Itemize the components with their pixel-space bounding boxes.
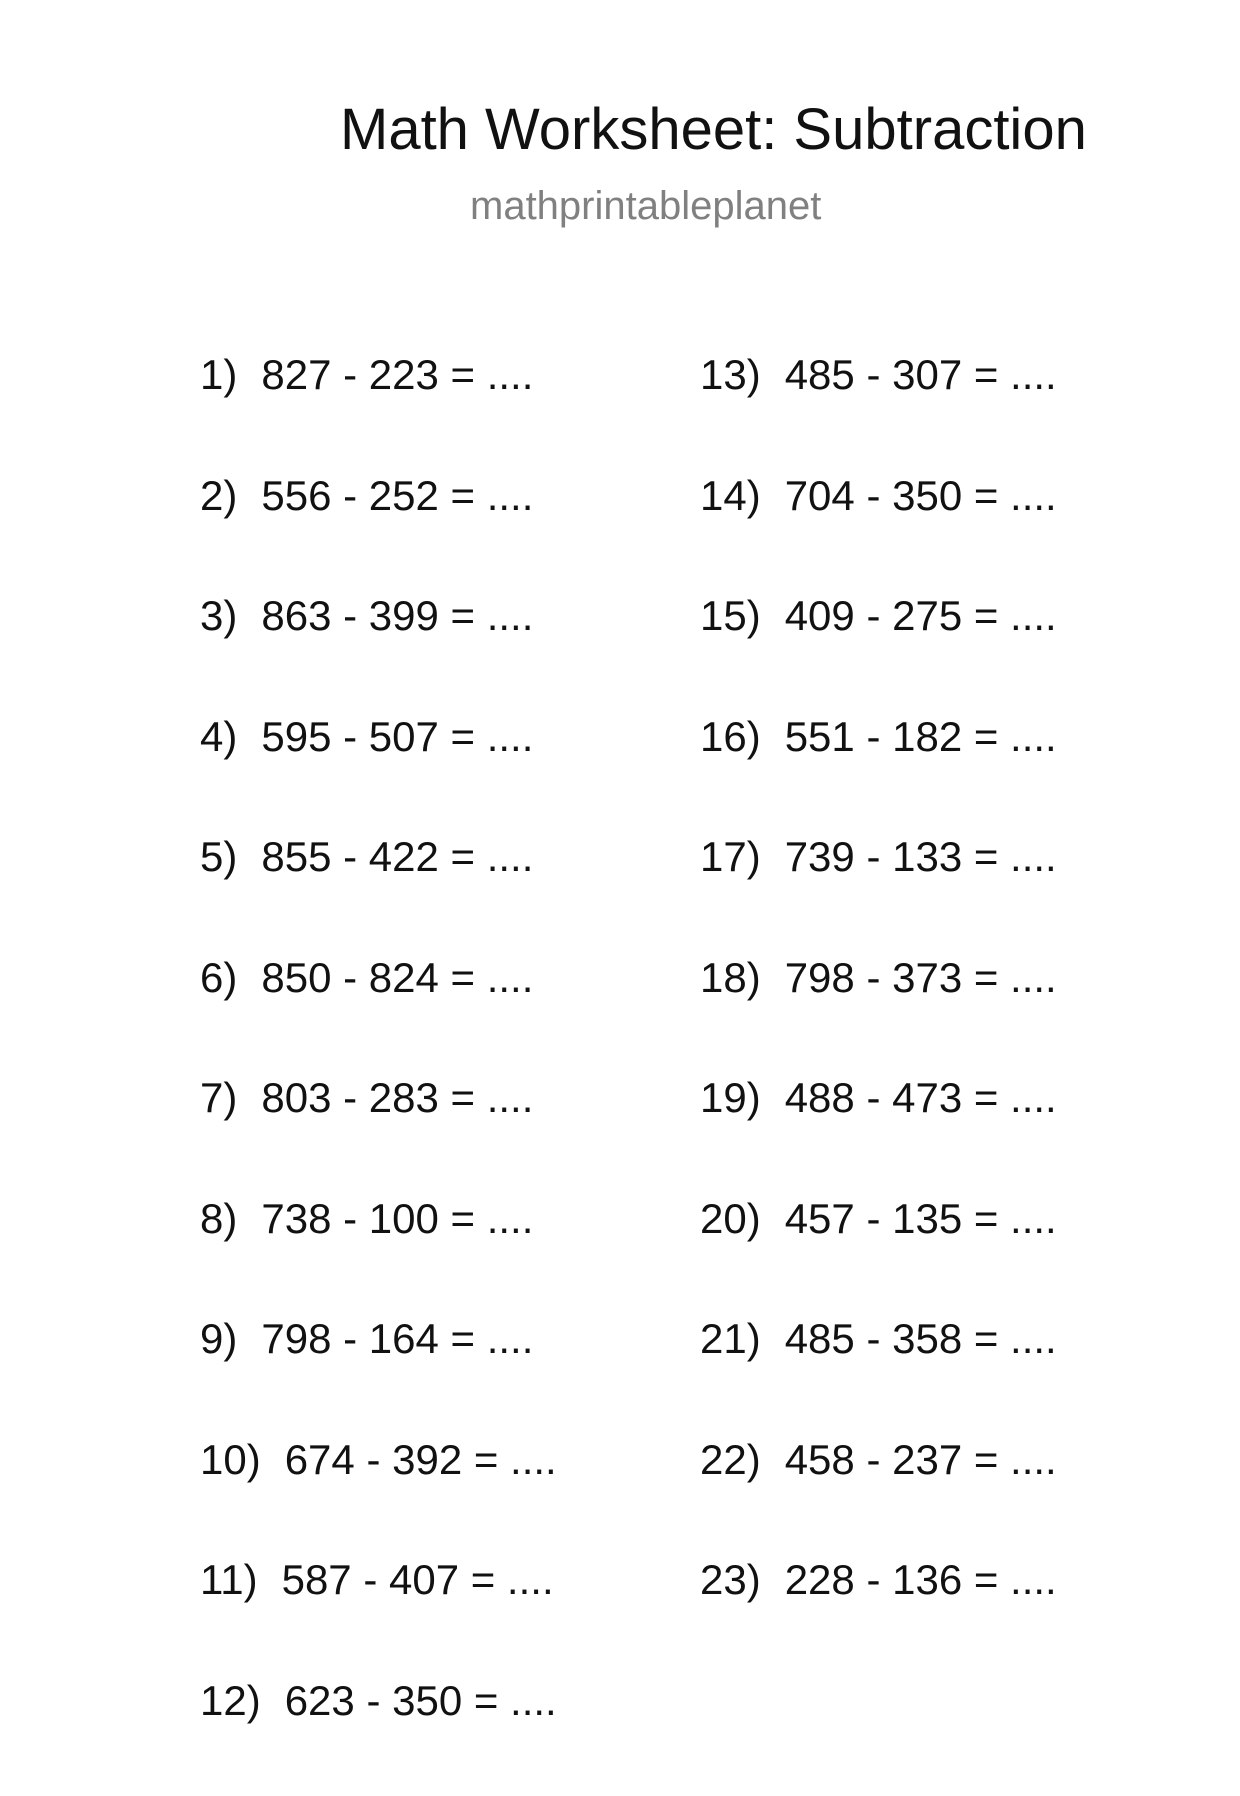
problem-number: 11) [200, 1555, 258, 1605]
problem-item [200, 1676, 557, 1796]
problem-number: 14) [700, 471, 761, 521]
problem-number: 13) [700, 350, 761, 400]
problem-item [200, 350, 557, 471]
problem-expression: 488 - 473 = .... [785, 1074, 1057, 1121]
problem-item [700, 1314, 1057, 1435]
problem-number: 21) [700, 1314, 761, 1364]
problem-number: 22) [700, 1435, 761, 1485]
problem-number: 1) [200, 350, 237, 400]
problem-expression: 485 - 307 = .... [785, 351, 1057, 398]
problem-expression: 798 - 373 = .... [785, 954, 1057, 1001]
problem-expression: 739 - 133 = .... [785, 833, 1057, 880]
problem-number: 17) [700, 832, 761, 882]
problem-item [200, 471, 557, 592]
problem-item [700, 832, 1057, 953]
problem-column-right [700, 350, 1057, 1676]
page-subtitle: mathprintableplanet [470, 182, 821, 230]
problem-number: 10) [200, 1435, 261, 1485]
problem-expression: 587 - 407 = .... [282, 1556, 554, 1603]
problem-number: 7) [200, 1073, 237, 1123]
problem-expression: 595 - 507 = .... [261, 713, 533, 760]
problem-expression: 803 - 283 = .... [261, 1074, 533, 1121]
problem-item [700, 1435, 1057, 1556]
problem-item [200, 1314, 557, 1435]
problem-item [700, 1555, 1057, 1676]
problem-expression: 674 - 392 = .... [285, 1436, 557, 1483]
problem-number: 2) [200, 471, 237, 521]
problem-item [200, 832, 557, 953]
problem-number: 5) [200, 832, 237, 882]
problem-number: 6) [200, 953, 237, 1003]
problem-column-left [200, 350, 557, 1796]
problem-expression: 457 - 135 = .... [785, 1195, 1057, 1242]
problem-number: 15) [700, 591, 761, 641]
problem-expression: 485 - 358 = .... [785, 1315, 1057, 1362]
problem-number: 20) [700, 1194, 761, 1244]
problem-number: 8) [200, 1194, 237, 1244]
problem-number: 12) [200, 1676, 261, 1726]
problem-item [200, 1194, 557, 1315]
problem-number: 19) [700, 1073, 761, 1123]
problem-expression: 738 - 100 = .... [261, 1195, 533, 1242]
problem-expression: 409 - 275 = .... [785, 592, 1057, 639]
problem-expression: 458 - 237 = .... [785, 1436, 1057, 1483]
problem-item [700, 350, 1057, 471]
problem-expression: 863 - 399 = .... [261, 592, 533, 639]
problem-item [700, 953, 1057, 1074]
problem-expression: 623 - 350 = .... [285, 1677, 557, 1724]
problem-expression: 556 - 252 = .... [261, 472, 533, 519]
problem-expression: 827 - 223 = .... [261, 351, 533, 398]
problem-item [200, 712, 557, 833]
problem-item [200, 953, 557, 1074]
problem-item [700, 1073, 1057, 1194]
problem-expression: 228 - 136 = .... [785, 1556, 1057, 1603]
problem-number: 4) [200, 712, 237, 762]
problem-expression: 704 - 350 = .... [785, 472, 1057, 519]
problem-number: 3) [200, 591, 237, 641]
problem-expression: 551 - 182 = .... [785, 713, 1057, 760]
problem-item [200, 1435, 557, 1556]
problem-item [200, 1073, 557, 1194]
problem-number: 9) [200, 1314, 237, 1364]
page-title: Math Worksheet: Subtraction [340, 95, 1087, 165]
problem-item [700, 471, 1057, 592]
problem-number: 18) [700, 953, 761, 1003]
problem-number: 23) [700, 1555, 761, 1605]
problem-number: 16) [700, 712, 761, 762]
problem-expression: 850 - 824 = .... [261, 954, 533, 1001]
problem-item [700, 1194, 1057, 1315]
problem-item [700, 712, 1057, 833]
problem-expression: 855 - 422 = .... [261, 833, 533, 880]
problem-expression: 798 - 164 = .... [261, 1315, 533, 1362]
problem-item [200, 1555, 557, 1676]
problem-item [700, 591, 1057, 712]
problem-item [200, 591, 557, 712]
